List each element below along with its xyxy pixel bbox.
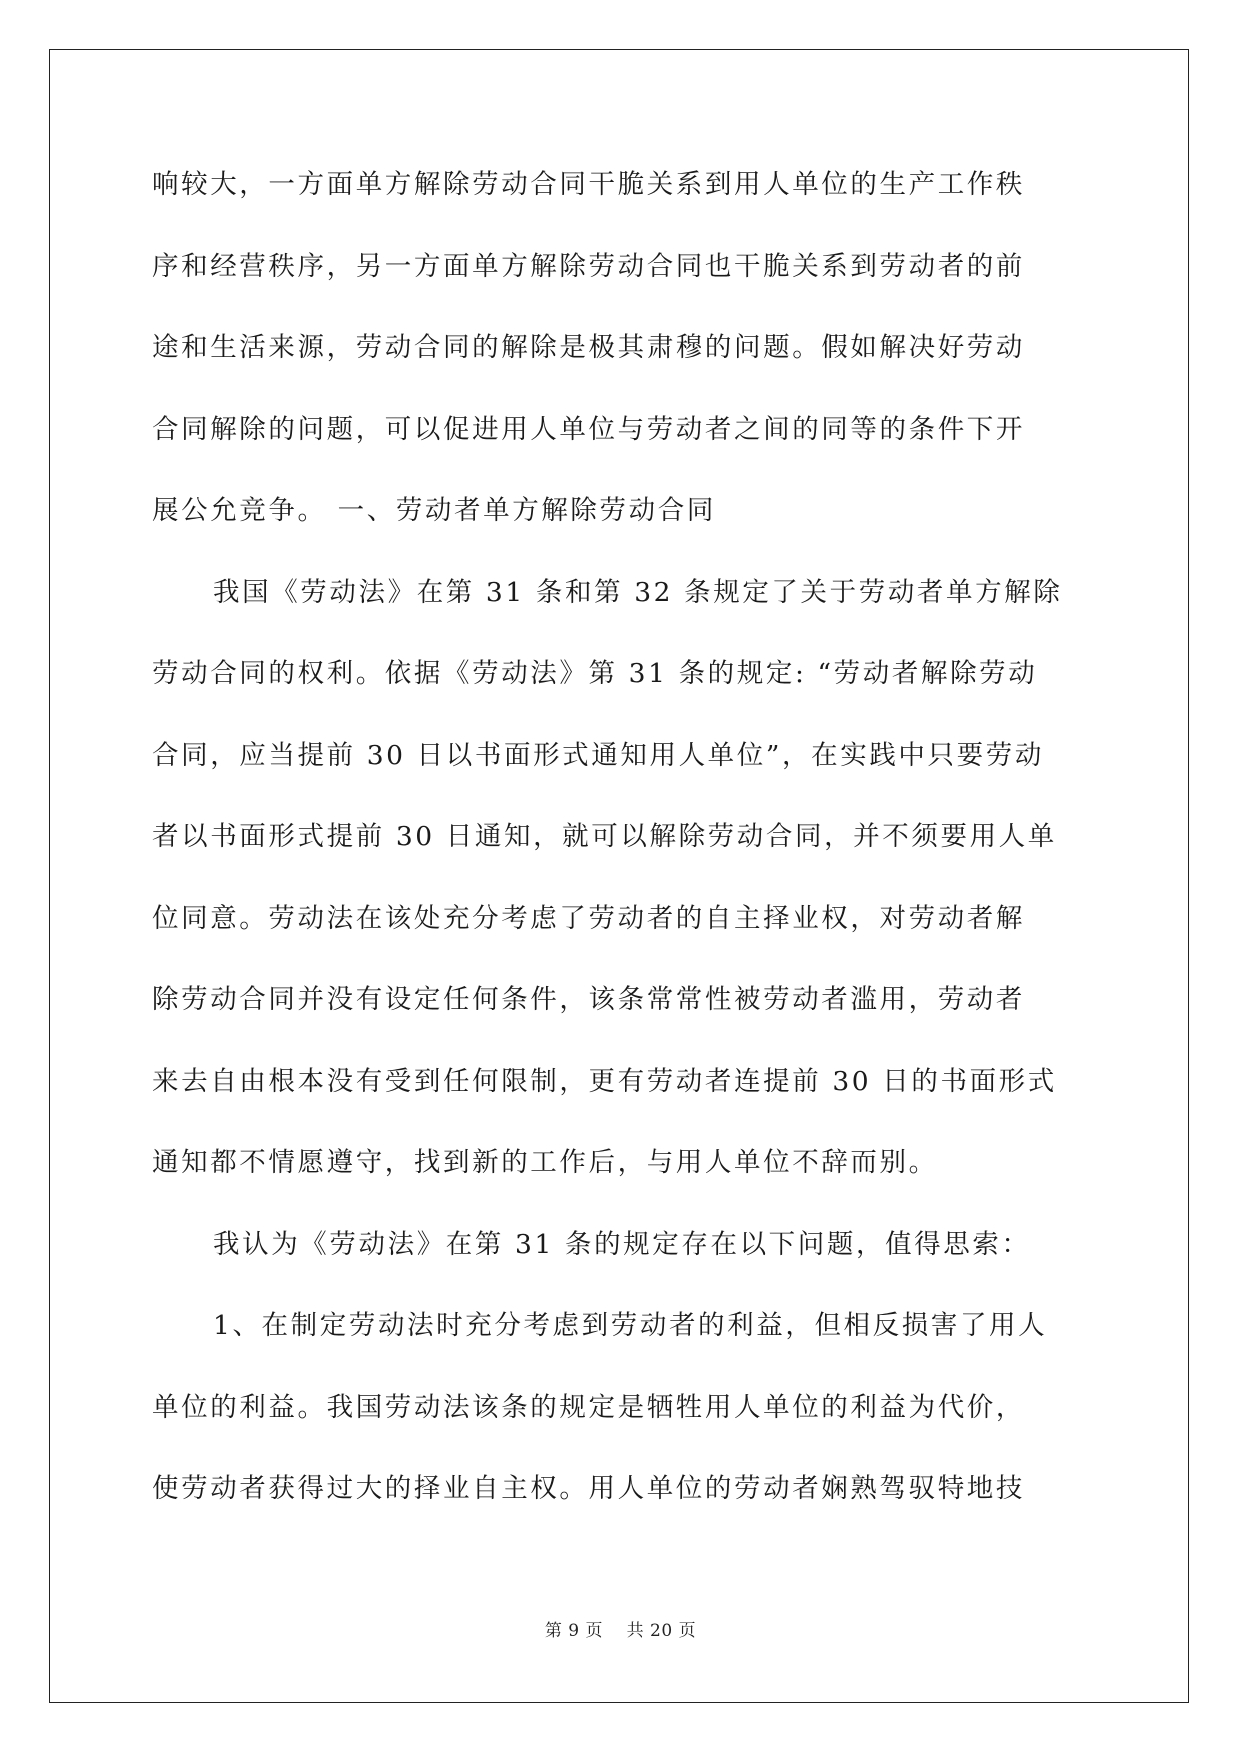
text-line: 者以书面形式提前 30 日通知，就可以解除劳动合同，并不须要用人单 <box>152 821 1057 852</box>
page-total: 共 20 页 <box>626 1621 697 1641</box>
text-line: 使劳动者获得过大的择业自主权。用人单位的劳动者娴熟驾驭特地技 <box>152 1473 1025 1504</box>
text-line: 响较大，一方面单方解除劳动合同干脆关系到用人单位的生产工作秩 <box>152 169 1025 200</box>
text-line: 来去自由根本没有受到任何限制，更有劳动者连提前 30 日的书面形式 <box>152 1065 1057 1097</box>
page-footer <box>0 1616 1241 1641</box>
text-line: 单位的利益。我国劳动法该条的规定是牺牲用人单位的利益为代价， <box>152 1391 1025 1423</box>
paragraph-start-line: 我认为《劳动法》在第 31 条的规定存在以下问题，值得思索： <box>213 1228 1031 1260</box>
document-body <box>152 144 1090 1530</box>
text-line: 展公允竞争。 一、劳动者单方解除劳动合同 <box>152 495 716 526</box>
paragraph-start-line: 我国《劳动法》在第 31 条和第 32 条规定了关于劳动者单方解除 <box>213 576 1063 608</box>
text-line: 位同意。劳动法在该处充分考虑了劳动者的自主择业权，对劳动者解 <box>152 902 1025 934</box>
text-line: 除劳动合同并没有设定任何条件，该条常常性被劳动者滥用，劳动者 <box>152 984 1025 1015</box>
text-line: 序和经营秩序，另一方面单方解除劳动合同也干脆关系到劳动者的前 <box>152 250 1025 282</box>
text-line: 通知都不情愿遵守，找到新的工作后，与用人单位不辞而别。 <box>152 1147 938 1178</box>
page-number: 第 9 页 <box>544 1621 604 1641</box>
text-line: 合同，应当提前 30 日以书面形式通知用人单位”，在实践中只要劳动 <box>152 739 1044 771</box>
text-line: 合同解除的问题，可以促进用人单位与劳动者之间的同等的条件下开 <box>152 413 1025 445</box>
text-line: 劳动合同的权利。依据《劳动法》第 31 条的规定: “劳动者解除劳动 <box>152 658 1038 689</box>
text-line: 途和生活来源，劳动合同的解除是极其肃穆的问题。假如解决好劳动 <box>152 332 1025 363</box>
paragraph-start-line: 1、在制定劳动法时充分考虑到劳动者的利益，但相反损害了用人 <box>213 1310 1048 1341</box>
